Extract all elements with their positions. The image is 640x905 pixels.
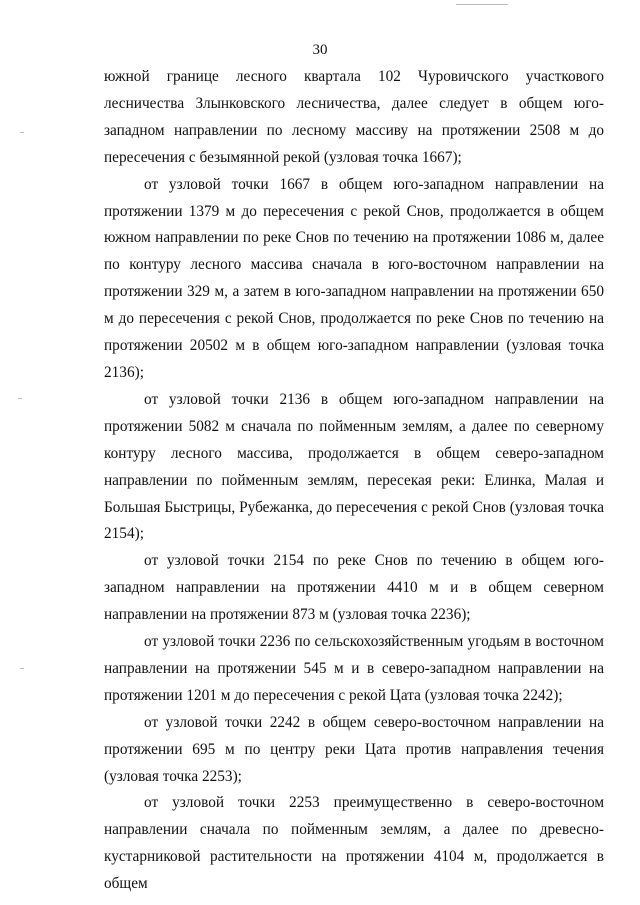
paragraph: от узловой точки 2136 в общем юго-западном направлении на протяжении 5082 м сначала по пойменным землям, а далее по северному контуру лесного массива, продолжается в общем северо-западном направлении по пойменным землям, пересекая реки: Елинка, Малая и Большая Быстрицы, Рубежанка, до пересечения с рекой Снов (узловая точка 2154); <box>104 390 604 543</box>
scan-mark <box>20 668 24 669</box>
scan-mark <box>18 398 22 399</box>
page-number: 30 <box>312 42 328 58</box>
scan-mark <box>20 132 24 133</box>
paragraph: от узловой точки 2236 по сельскохозяйственным угодьям в восточном направлении на протяжении 545 м и в северо-западном направлении на протяжении 1201 м до пересечения с рекой Цата (узловая точка 2242); <box>104 633 604 704</box>
document-body <box>104 64 604 898</box>
paragraph: от узловой точки 1667 в общем юго-западном направлении на протяжении 1379 м до пересечения с рекой Снов, продолжается в общем южном направлении по реке Снов по течению на протяжении 1086 м, далее по контуру лесного массива сначала в юго-восточном направлении на протяжении 329 м, а затем в юго-западном направлении на протяжении 650 м до пересечения с рекой Снов, продолжается по реке Снов по течению на протяжении 20502 м в общем юго-западном направлении (узловая точка 2136); <box>104 175 604 381</box>
paragraph: от узловой точки 2253 преимущественно в северо-восточном направлении сначала по пойменным землям, а далее по древесно-кустарниковой растительности на протяжении 4104 м, продолжается в общем <box>104 794 604 893</box>
paragraph: от узловой точки 2242 в общем северо-восточном направлении на протяжении 695 м по центру реки Цата против направления течения (узловая точка 2253); <box>104 713 604 785</box>
paragraph: от узловой точки 2154 по реке Снов по течению в общем юго-западном направлении на протяжении 4410 м и в общем северном направлении на протяжении 873 м (узловая точка 2236); <box>104 552 604 624</box>
paragraph: южной границе лесного квартала 102 Чуровичского участкового лесничества Злынковского лесничества, далее следует в общем юго-западном направлении по лесному массиву на протяжении 2508 м до пересечения с безымянной рекой (узловая точка 1667); <box>104 68 604 166</box>
scan-mark <box>456 4 508 5</box>
